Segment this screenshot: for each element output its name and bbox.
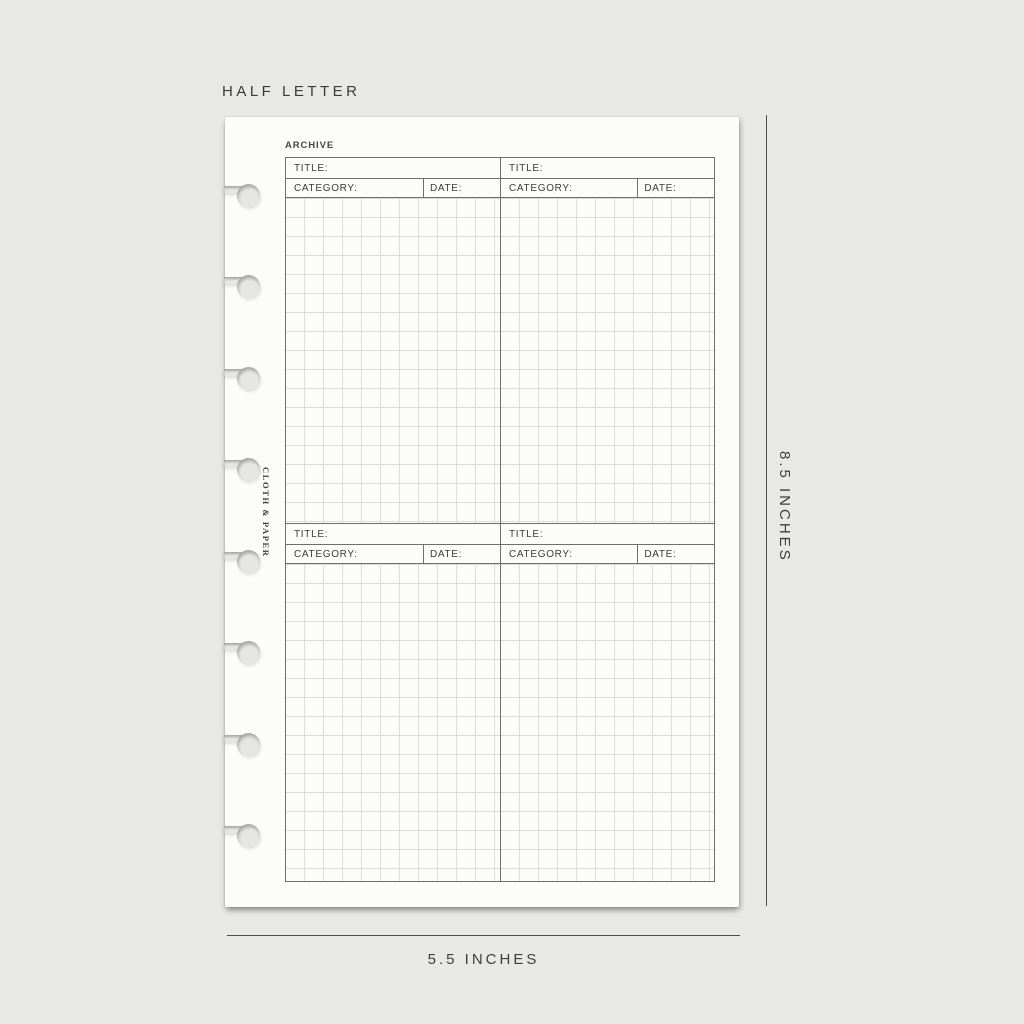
grid-paper (501, 198, 714, 523)
width-dimension-line (227, 935, 740, 936)
meta-row (286, 179, 500, 198)
archive-table (285, 157, 715, 882)
category-cell (286, 545, 423, 563)
title-label: TITLE: (294, 162, 329, 174)
date-label: DATE: (429, 548, 463, 560)
height-dimension-label: 8.5 INCHES (776, 451, 793, 563)
brand-vertical-text: CLOTH & PAPER (261, 467, 271, 558)
title-row (286, 158, 500, 179)
width-dimension-label: 5.5 INCHES (427, 951, 540, 968)
grid-paper (286, 564, 500, 881)
height-dimension-line (766, 115, 767, 906)
archive-quadrant-4 (500, 524, 714, 881)
archive-quadrant-3 (286, 524, 500, 881)
category-label: CATEGORY: (509, 182, 573, 194)
archive-heading: ARCHIVE (285, 140, 335, 151)
date-cell (637, 179, 714, 197)
punch-circle (237, 733, 260, 756)
date-label: DATE: (429, 182, 463, 194)
category-label: CATEGORY: (294, 548, 358, 560)
category-label: CATEGORY: (294, 182, 358, 194)
date-cell (637, 545, 714, 563)
category-cell (501, 545, 637, 563)
grid-paper (501, 564, 714, 881)
punch-circle (237, 550, 260, 573)
title-row (286, 524, 500, 545)
date-cell (423, 179, 500, 197)
title-label: TITLE: (509, 528, 544, 540)
punch-circle (237, 184, 260, 207)
punch-circle (237, 458, 260, 481)
date-label: DATE: (644, 182, 677, 194)
archive-quadrant-2 (500, 158, 714, 523)
punch-circle (237, 275, 260, 298)
archive-section-bottom (286, 523, 714, 881)
title-row (501, 158, 714, 179)
planner-page (225, 117, 739, 907)
archive-section-top (286, 158, 714, 523)
category-label: CATEGORY: (509, 548, 573, 560)
meta-row (286, 545, 500, 564)
grid-paper (286, 198, 500, 523)
meta-row (501, 545, 714, 564)
date-label: DATE: (644, 548, 677, 560)
punch-circle (237, 824, 260, 847)
category-cell (501, 179, 637, 197)
title-label: TITLE: (294, 528, 329, 540)
archive-quadrant-1 (286, 158, 500, 523)
category-cell (286, 179, 423, 197)
title-row (501, 524, 714, 545)
page-size-caption: HALF LETTER (222, 83, 361, 100)
punch-circle (237, 641, 260, 664)
title-label: TITLE: (509, 162, 544, 174)
date-cell (423, 545, 500, 563)
punch-circle (237, 367, 260, 390)
meta-row (501, 179, 714, 198)
